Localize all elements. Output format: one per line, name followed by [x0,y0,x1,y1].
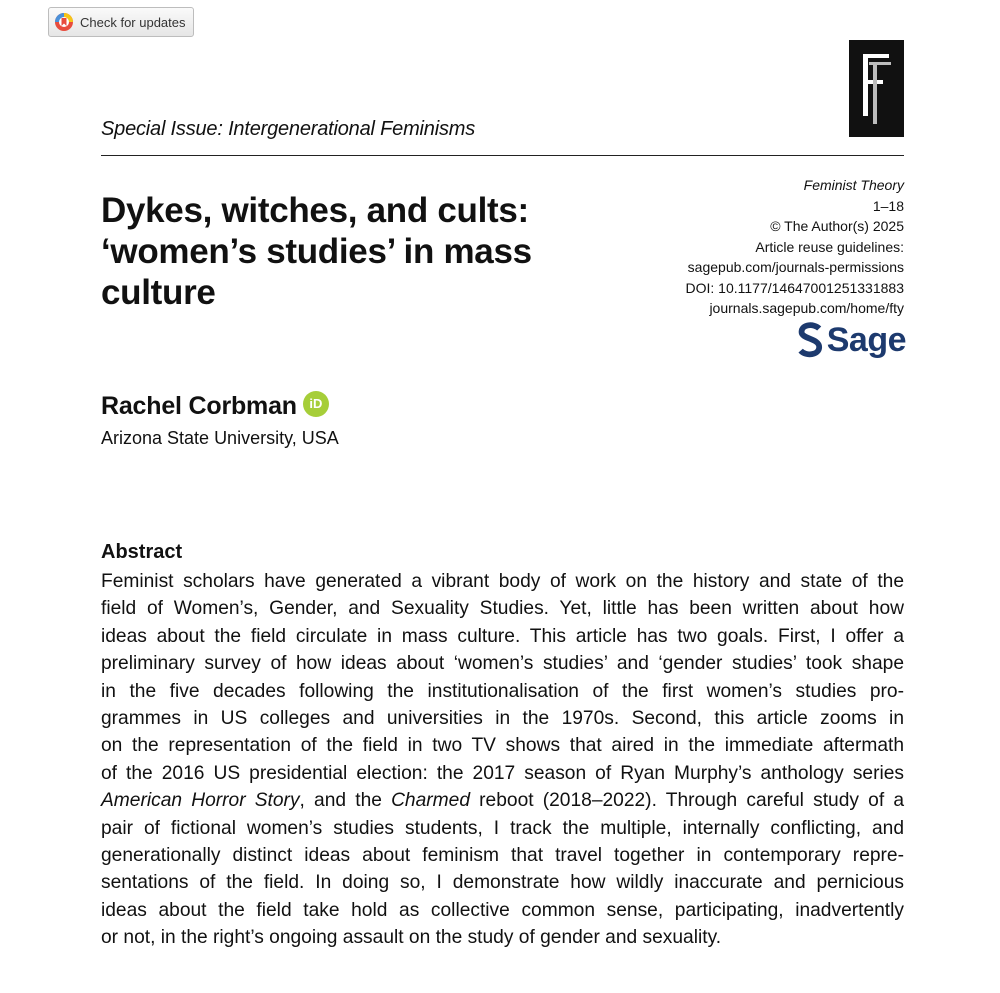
crossmark-icon [54,12,74,32]
abstract-line: ideas about the field circulate in mass culture. This article has two goals. First, I offer a [101,625,904,647]
abstract-line: in the five decades following the institutionalisation of the first women’s studies pro- [101,680,904,702]
permissions-link[interactable]: sagepub.com/journals-permissions [687,259,904,275]
abstract-line: Feminist scholars have generated a vibrant body of work on the history and state of the [101,571,904,592]
abstract-fragment: , and the [299,790,392,812]
abstract-text [101,568,904,952]
abstract-line: field of Women’s, Gender, and Sexuality Studies. Yet, little has been written about how [101,598,904,620]
title-line-3: culture [101,273,216,312]
author-name: Rachel Corbman [101,392,297,420]
special-issue-label: Special Issue: Intergenerational Feminisms [101,118,476,140]
abstract-line: preliminary survey of how ideas about ‘women’s studies’ and ‘gender studies’ took shape [101,653,904,675]
title-line-2: ‘women’s studies’ in mass [101,232,532,271]
page-range: 1–18 [872,197,904,214]
check-for-updates-button[interactable] [48,7,194,37]
abstract-line-with-titles [101,787,904,814]
article-metadata [604,175,904,319]
sage-s-icon [798,321,823,359]
abstract-line: or not, in the right’s ongoing assault on the study of gender and sexuality. [101,927,722,949]
check-for-updates-label: Check for updates [80,14,186,30]
header-divider [101,155,904,156]
reuse-guidelines-label: Article reuse guidelines: [755,238,904,255]
show-title-ahs: American Horror Story [101,790,300,812]
author-row [101,392,329,421]
author-affiliation: Arizona State University, USA [101,428,339,448]
title-line-1: Dykes, witches, and cults: [101,191,529,230]
copyright: © The Author(s) 2025 [770,218,904,234]
journal-logo [849,40,904,137]
sage-logo [798,320,906,360]
article-title [101,190,571,313]
journal-name: Feminist Theory [803,177,904,193]
abstract-line: sentations of the field. In doing so, I demonstrate how wildly inaccurate and pernicious [101,872,904,894]
ft-logo-icon [849,40,904,137]
abstract-line: on the representation of the field in two TV shows that aired in the immediate aftermath [101,735,904,757]
abstract-line: ideas about the field take hold as collective common sense, participating, inadvertently [101,899,904,921]
abstract-line: generationally distinct ideas about feminism that travel together in contemporary repre- [101,845,904,867]
abstract-fragment: reboot (2018–2022). Through careful study of a [470,790,904,812]
abstract-line: grammes in US colleges and universities in the 1970s. Second, this article zooms in [101,708,904,730]
sage-wordmark: Sage [826,321,906,359]
doi[interactable]: DOI: 10.1177/14647001251331883 [685,279,904,296]
abstract-line: pair of fictional women’s studies students, I track the multiple, internally conflicting, and [101,817,904,839]
orcid-icon[interactable]: iD [303,391,329,417]
abstract-line: of the 2016 US presidential election: the 2017 season of Ryan Murphy’s anthology series [101,762,904,784]
show-title-charmed: Charmed [391,790,470,812]
journal-home-link[interactable]: journals.sagepub.com/home/fty [709,300,904,316]
abstract-heading: Abstract [101,541,183,563]
